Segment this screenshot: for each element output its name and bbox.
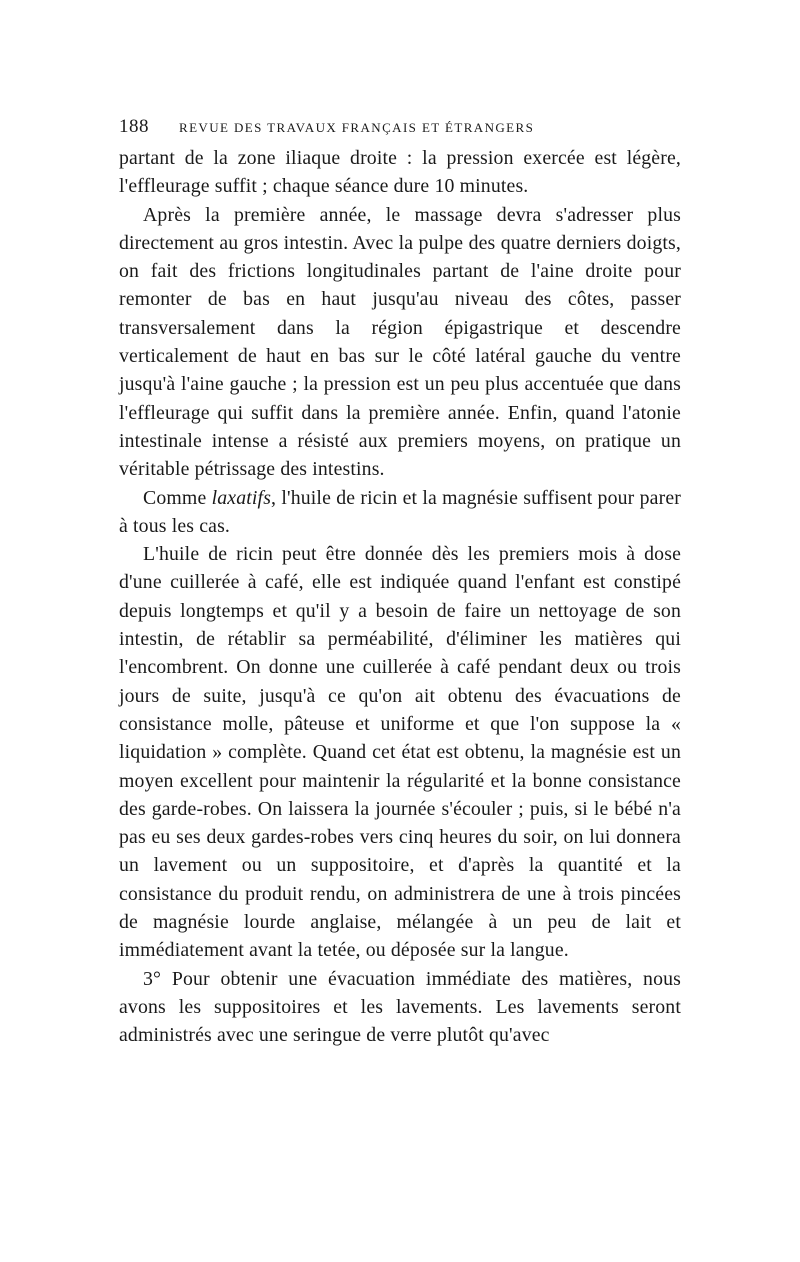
laxatifs-rest: , l'huile de ricin et la magnésie suffisent pour parer à tous les cas. bbox=[119, 486, 681, 537]
paragraph-laxatifs bbox=[119, 484, 681, 541]
paragraph-continuation: partant de la zone iliaque droite : la pression exercée est légère, l'effleurage suffit ; chaque séance dure 10 minutes. bbox=[119, 147, 681, 198]
paragraph-evacuation: 3° Pour obtenir une évacuation immédiate des matières, nous avons les suppositoires et les lavements. Les lavements seront administrés avec une seringue de verre plutôt qu'avec bbox=[119, 967, 681, 1047]
page-number: 188 bbox=[119, 116, 149, 137]
document-page bbox=[119, 112, 681, 1050]
laxatifs-lead: Comme bbox=[143, 486, 212, 509]
body-text bbox=[119, 144, 681, 1050]
running-header bbox=[119, 112, 681, 142]
paragraph-massage: Après la première année, le massage devra s'adresser plus directement au gros intestin. Avec la pulpe des quatre derniers doigts, on fait des frictions longitudinales partant de l'aine droite pour remonter de bas en haut jusqu'au niveau des côtes, passer transversalement dans la région épigastrique et descendre verticalement de haut en bas sur le côté latéral gauche du ventre jusqu'à l'aine gauche ; la pression est un peu plus accentuée que dans l'effleurage qui suffit dans la première année. Enfin, quand l'atonie intestinale intense a résisté aux premiers moyens, on pratique un véritable pétrissage des intestins. bbox=[119, 203, 681, 481]
laxatifs-italic: laxatifs bbox=[211, 486, 272, 509]
running-title: REVUE DES TRAVAUX FRANÇAIS ET ÉTRANGERS bbox=[179, 120, 535, 135]
paragraph-huile-de-ricin: L'huile de ricin peut être donnée dès les premiers mois à dose d'une cuillerée à café, elle est indiquée quand l'enfant est constipé depuis longtemps et qu'il y a besoin de faire un nettoyage de son intestin, de rétablir sa perméabilité, d'éliminer les matières qui l'encombrent. On donne une cuillerée à café pendant deux ou trois jours de suite, jusqu'à ce qu'on ait obtenu des évacuations de consistance molle, pâteuse et uniforme et que l'on suppose la « liquidation » complète. Quand cet état est obtenu, la magnésie est un moyen excellent pour maintenir la régularité et la bonne consistance des garde-robes. On laissera la journée s'écouler ; puis, si le bébé n'a pas eu ses deux gardes-robes vers cinq heures du soir, on lui donnera un lavement ou un suppositoire, et d'après la quantité et la consistance du produit rendu, on administrera de une à trois pincées de magnésie lourde anglaise, mélangée à un peu de lait et immédiatement avant la tetée, ou déposée sur la langue. bbox=[119, 543, 681, 962]
